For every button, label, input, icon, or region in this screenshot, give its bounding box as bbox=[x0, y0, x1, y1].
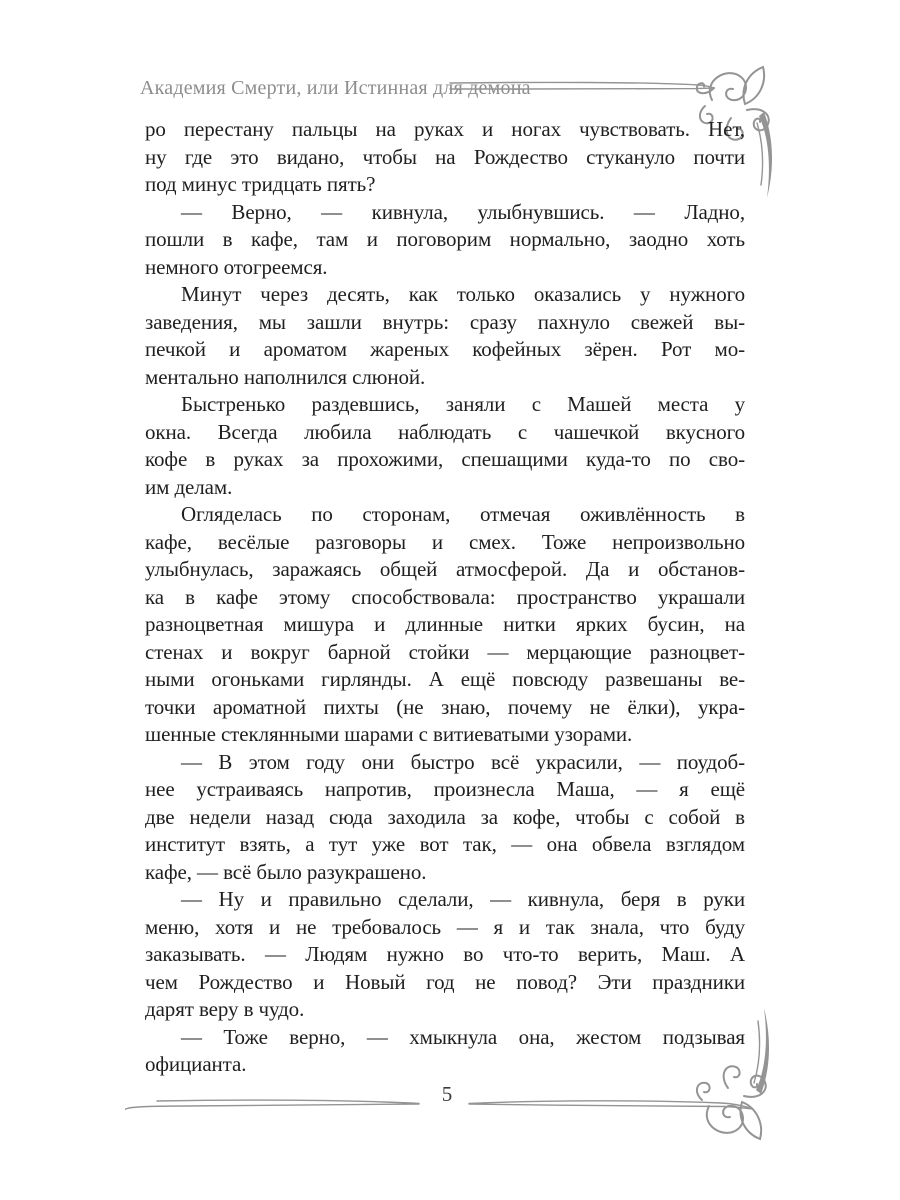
text-line: дарят веру в чудо. bbox=[145, 997, 305, 1021]
text-line: печкой и ароматом жареных кофейных зёрен. Рот мо- bbox=[145, 337, 745, 361]
paragraph bbox=[145, 116, 745, 199]
text-line: две недели назад сюда заходила за кофе, чтобы с собой в bbox=[145, 804, 745, 829]
text-line: заведения, мы зашли внутрь: сразу пахнуло свежей вы- bbox=[145, 309, 745, 334]
text-line: кофе в руках за прохожими, спешащими куда-то по сво- bbox=[145, 447, 745, 471]
text-line: ну где это видано, чтобы на Рождество стукануло почти bbox=[145, 144, 745, 169]
paragraph bbox=[145, 281, 745, 391]
text-line: нее устраиваясь напротив, произнесла Маша, — я ещё bbox=[145, 777, 745, 801]
text-line: им делам. bbox=[145, 474, 233, 499]
text-line: Огляделась по сторонам, отмечая оживлённость в bbox=[181, 502, 745, 526]
text-line: пошли в кафе, там и поговорим нормально, заодно хоть bbox=[145, 227, 745, 251]
text-line: улыбнулась, заражаясь общей атмосферой. Да и обстанов- bbox=[145, 557, 745, 581]
text-line: стенах и вокруг барной стойки — мерцающие разноцвет- bbox=[145, 639, 745, 664]
text-line: кафе, — всё было разукрашено. bbox=[145, 859, 427, 884]
text-line: — Верно, — кивнула, улыбнувшись. — Ладно, bbox=[181, 199, 745, 224]
footer-rule-and-corner-flourish-icon bbox=[125, 1000, 805, 1150]
text-line: ными огоньками гирлянды. А ещё повсюду развешаны ве- bbox=[145, 667, 745, 691]
paragraph bbox=[145, 749, 745, 887]
text-line: немного отогреемся. bbox=[145, 254, 328, 279]
paragraph bbox=[145, 391, 745, 501]
text-line: — Ну и правильно сделали, — кивнула, беря в руки bbox=[181, 887, 745, 911]
paragraph bbox=[145, 199, 745, 282]
paragraph bbox=[145, 501, 745, 749]
text-line: — Тоже верно, — хмыкнула она, жестом подзывая bbox=[181, 1024, 745, 1049]
text-line: Минут через десять, как только оказались у нужного bbox=[181, 282, 745, 306]
text-line: ро перестану пальцы на руках и ногах чувствовать. Нет, bbox=[145, 117, 745, 141]
text-line: шенные стеклянными шарами с витиеватыми узорами. bbox=[145, 722, 633, 746]
text-line: заказывать. — Людям нужно во что-то верить, Маш. А bbox=[145, 942, 745, 966]
text-line: ментально наполнился слюной. bbox=[145, 364, 426, 389]
running-title: Академия Смерти, или Истинная для демона bbox=[140, 77, 531, 99]
text-line: Быстренько раздевшись, заняли с Машей места у bbox=[181, 392, 745, 416]
page-number: 5 bbox=[441, 1082, 453, 1106]
text-line: — В этом году они быстро всё украсили, — поудоб- bbox=[181, 749, 745, 774]
text-line: кафе, весёлые разговоры и смех. Тоже непроизвольно bbox=[145, 529, 745, 554]
page-text bbox=[145, 116, 745, 1079]
text-line: разноцветная мишура и длинные нитки ярких бусин, на bbox=[145, 612, 745, 636]
text-line: официанта. bbox=[145, 1052, 247, 1076]
text-line: ка в кафе этому способствовала: пространство украшали bbox=[145, 584, 745, 609]
text-line: институт взять, а тут уже вот так, — она обвела взглядом bbox=[145, 832, 745, 856]
text-line: под минус тридцать пять? bbox=[145, 172, 376, 196]
text-line: точки ароматной пихты (не знаю, почему не ёлки), укра- bbox=[145, 694, 745, 719]
text-line: окна. Всегда любила наблюдать с чашечкой вкусного bbox=[145, 419, 745, 444]
text-line: чем Рождество и Новый год не повод? Эти праздники bbox=[145, 969, 745, 994]
text-line: меню, хотя и не требовалось — я и так знала, что буду bbox=[145, 914, 745, 939]
